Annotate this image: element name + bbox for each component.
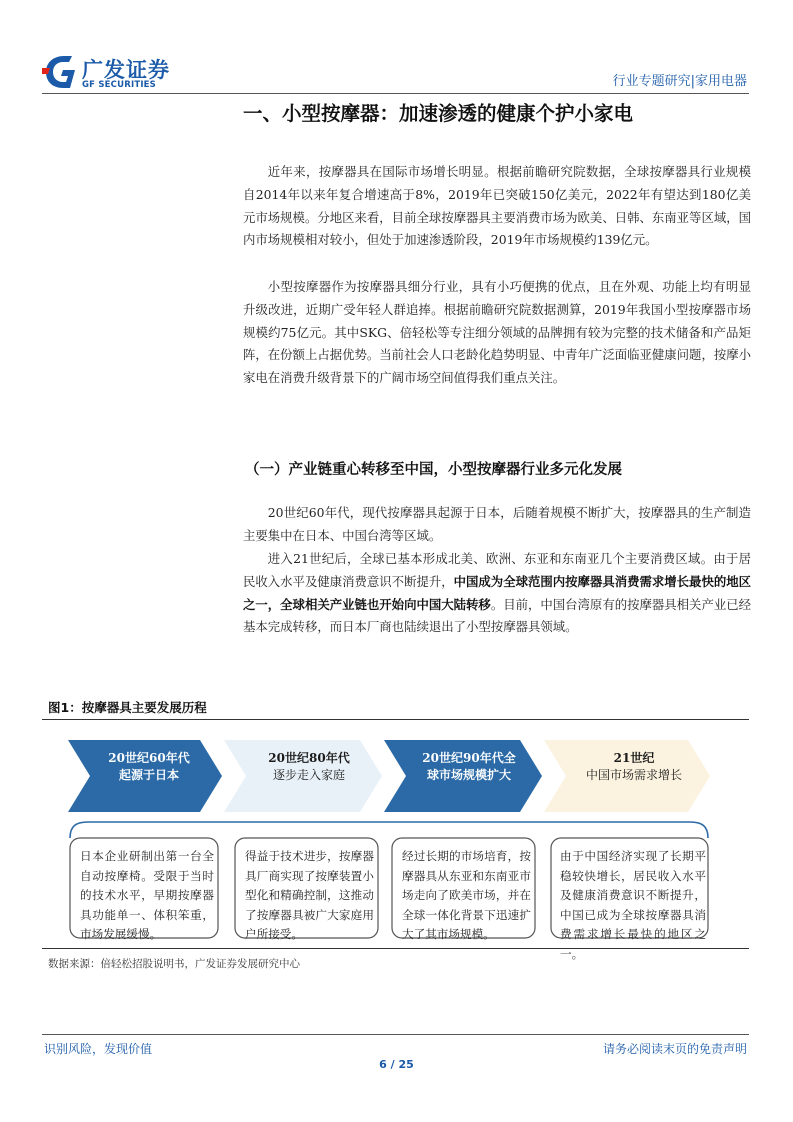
- stage-3-label-line2: 球市场规模扩大: [426, 768, 511, 782]
- footer-divider: [42, 1034, 749, 1035]
- paragraph-21st-century: [243, 548, 751, 639]
- footer-slogan: 识别风险，发现价值: [44, 1042, 153, 1056]
- stage-2-label: [244, 750, 374, 784]
- paragraph-emphasis: 中国成为全球范围内按摩器具消费需求增长最快的地区之一，全球相关产业链也开始向中国大陆转移: [243, 573, 752, 612]
- stage-2-label-line1: 20世纪80年代: [268, 751, 350, 765]
- stage-4-label: [569, 750, 699, 784]
- figure-bottom-rule: [42, 948, 749, 949]
- stage-1-label-line1: 20世纪60年代: [108, 751, 190, 765]
- stage-1-description: 日本企业研制出第一台全自动按摩椅。受限于当时的技术水平，早期按摩器具功能单一、体积笨重，市场发展缓慢。: [80, 849, 214, 941]
- paragraph-small-massager: 小型按摩器作为按摩器具细分行业，具有小巧便携的优点，且在外观、功能上均有明显升级改进，近期广受年轻人群追捧。根据前瞻研究院数据测算，2019年我国小型按摩器市场规模约75亿元。其中SKG、倍轻松等专注细分领域的品牌拥有较为完整的技术储备和产品矩阵，在份额上占据优势。当前社会人口老龄化趋势明显、中青年广泛面临亚健康问题，按摩小家电在消费升级背景下的广阔市场空间值得我们重点关注。: [243, 279, 752, 386]
- footer-disclaimer: 请务必阅读末页的免责声明: [602, 1042, 747, 1056]
- header-divider: [42, 93, 749, 94]
- paragraph-market-size: 近年来，按摩器具在国际市场增长明显。根据前瞻研究院数据，全球按摩器具行业规模自2014年以来年复合增速高于8%，2019年已突破150亿美元，2022年有望达到180亿美元市场规模。分地区来看，目前全球按摩器具主要消费市场为欧美、日韩、东南亚等区域，国内市场规模相对较小，但处于加速渗透阶段，2019年市场规模约139亿元。: [243, 164, 752, 248]
- stage-1-label-line2: 起源于日本: [118, 768, 179, 782]
- stage-3-label-line1: 20世纪90年代全: [422, 751, 516, 765]
- paragraph-origin: 20世纪60年代，现代按摩器具起源于日本，后随着规模不断扩大，按摩器具的生产制造主要集中在日本、中国台湾等区域。: [243, 505, 751, 543]
- stage-4-label-line2: 中国市场需求增长: [585, 768, 682, 782]
- stage-3-label: [404, 750, 534, 784]
- logo-english-name: GF SECURITIES: [82, 80, 157, 90]
- figure-source: 数据来源：倍轻松招股说明书，广发证券发展研究中心: [48, 958, 300, 970]
- stage-2-label-line2: 逐步走入家庭: [272, 768, 345, 782]
- section-title: 一、小型按摩器：加速渗透的健康个护小家电: [243, 102, 634, 125]
- stage-2-description: 得益于技术进步，按摩器具厂商实现了按摩装置小型化和精确控制，这推动了按摩器具被广大家庭用户所接受。: [245, 849, 374, 941]
- stage-4-description: 由于中国经济实现了长期平稳较快增长，居民收入水平及健康消费意识不断提升，中国已成为全球按摩器具消费需求增长最快的地区之一。: [560, 849, 706, 961]
- brace-bracket: [70, 822, 708, 838]
- company-logo: [42, 48, 172, 96]
- stage-3-description: 经过长期的市场培育，按摩器具从东亚和东南亚市场走向了欧美市场，并在全球一体化背景下迅速扩大了其市场规模。: [402, 849, 531, 941]
- paragraph-text: 进入21世纪后，全球已基本形成北美、欧洲、东亚和东南亚几个主要消费区域。由于居民收入水平及健康消费意识不断提升，: [243, 551, 751, 589]
- logo-chinese-name: 广发证券: [82, 58, 170, 82]
- gf-logo-icon: [42, 54, 76, 90]
- page-number: 6 / 25: [379, 1058, 414, 1071]
- figure-top-rule: [42, 719, 749, 720]
- stage-1-label: [84, 750, 214, 784]
- paragraph-text: 。目前，中国台湾原有的按摩器具相关产业已经基本完成转移，而日本厂商也陆续退出了小型按摩器具领域。: [243, 596, 752, 635]
- subsection-title: （一）产业链重心转移至中国，小型按摩器行业多元化发展: [245, 462, 622, 478]
- figure-title: 图1：按摩器具主要发展历程: [48, 700, 207, 715]
- stage-4-label-line1: 21世纪: [613, 751, 655, 765]
- report-category: 行业专题研究|家用电器: [612, 74, 747, 89]
